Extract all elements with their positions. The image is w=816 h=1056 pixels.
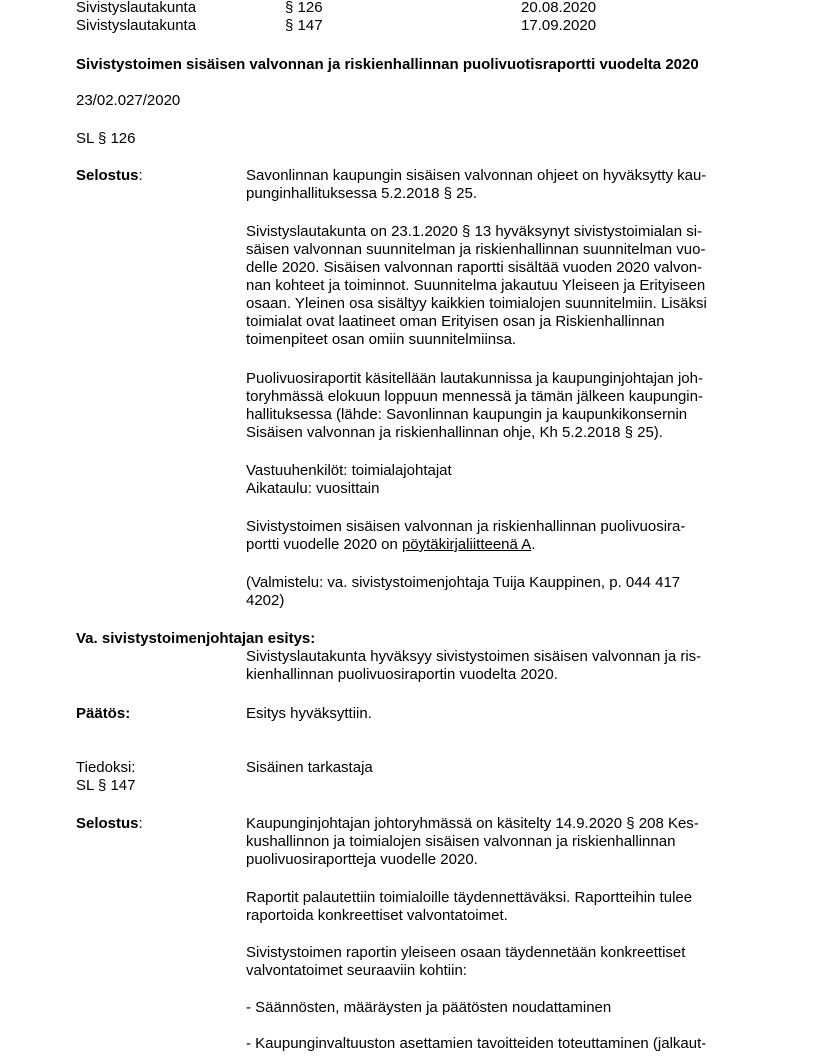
document-title: Sivistystoimen sisäisen valvonnan ja riskienhallinnan puolivuotisraportti vuodelta 2020 <box>76 56 699 73</box>
meeting-ref: SL § 147 <box>76 777 136 794</box>
selostus-paragraph-1: Kaupunginjohtajan johtoryhmässä on käsitelty 14.9.2020 § 208 Kes- kushallinnon ja toimialojen sisäisen valvonnan ja riskienhallinnan puolivuosiraportteja vuodelle 2020. <box>246 815 699 868</box>
selostus-paragraph-2: Sivistyslautakunta on 23.1.2020 § 13 hyväksynyt sivistystoimialan si- säisen valvonnan suunnitelman ja riskienhallinnan suunnitelman vuo- delle 2020. Sisäisen valvonnan raportti sisältää vuoden 2020 valvon- nan kohteet ja toiminnot. Suunnitelma jakautuu Yleiseen ja Erityiseen osaan. Yleinen osa sisältyy kaikkien toimialojen suunnitelmiin. Lisäksi toimialat ovat laatineet oman Erityisen osan ja Riskienhallinnan toimenpiteet osan omiin suunnitelmiinsa. <box>246 223 707 348</box>
selostus-paragraph-3: Sivistystoimen raportin yleiseen osaan täydennetään konkreettiset valvontatoimet seuraaviin kohtiin: <box>246 944 686 979</box>
header-row-section: § 147 <box>285 17 323 34</box>
tiedoksi-label: Tiedoksi: <box>76 759 136 776</box>
header-row-date: 17.09.2020 <box>521 17 597 34</box>
list-item: - Kaupunginvaltuuston asettamien tavoitteiden toteuttaminen (jalkaut- <box>246 1035 707 1052</box>
header-row-body: Sivistyslautakunta <box>76 17 197 34</box>
selostus-paragraph-5: Sivistystoimen sisäisen valvonnan ja riskienhallinnan puolivuosira- portti vuodelle 2020 on pöytäkirjaliitteenä A. <box>246 518 686 553</box>
decision-text: Esitys hyväksyttiin. <box>246 705 372 722</box>
decision-label: Päätös: <box>76 705 131 722</box>
meeting-ref: SL § 126 <box>76 130 136 147</box>
header-row-body: Sivistyslautakunta <box>76 0 197 16</box>
preparer-note: (Valmistelu: va. sivistystoimenjohtaja Tuija Kauppinen, p. 044 417 4202) <box>246 574 681 609</box>
proposal-label: Va. sivistystoimenjohtajan esitys: <box>76 630 316 647</box>
selostus-paragraph-1: Savonlinnan kaupungin sisäisen valvonnan ohjeet on hyväksytty kau- punginhallituksessa 5.2.2018 § 25. <box>246 167 707 202</box>
selostus-label: Selostus: <box>76 815 143 832</box>
selostus-paragraph-4: Vastuuhenkilöt: toimialajohtajat Aikataulu: vuosittain <box>246 462 452 497</box>
record-id: 23/02.027/2020 <box>76 92 181 109</box>
attachment-link[interactable]: pöytäkirjaliitteenä A <box>401 536 532 553</box>
header-row-section: § 126 <box>285 0 323 16</box>
list-item: - Säännösten, määräysten ja päätösten noudattaminen <box>246 999 612 1016</box>
selostus-paragraph-3: Puolivuosiraportit käsitellään lautakunnissa ja kaupunginjohtajan joh- toryhmässä elokuun loppuun mennessä ja tämän jälkeen kaupungin- hallituksessa (lähde: Savonlinnan kaupungin ja kaupunkikonsernin Sisäisen valvonnan ja riskienhallinnan ohje, Kh 5.2.2018 § 25). <box>246 370 703 441</box>
selostus-paragraph-2: Raportit palautettiin toimialoille täydennettäväksi. Raportteihin tulee raportoida konkreettiset valvontatoimet. <box>246 889 693 924</box>
proposal-text: Sivistyslautakunta hyväksyy sivistystoimen sisäisen valvonnan ja ris- kienhallinnan puolivuosiraportin vuodelta 2020. <box>246 648 702 683</box>
selostus-label: Selostus: <box>76 167 143 184</box>
tiedoksi-recipient: Sisäinen tarkastaja <box>246 759 373 776</box>
header-row-date: 20.08.2020 <box>521 0 597 16</box>
